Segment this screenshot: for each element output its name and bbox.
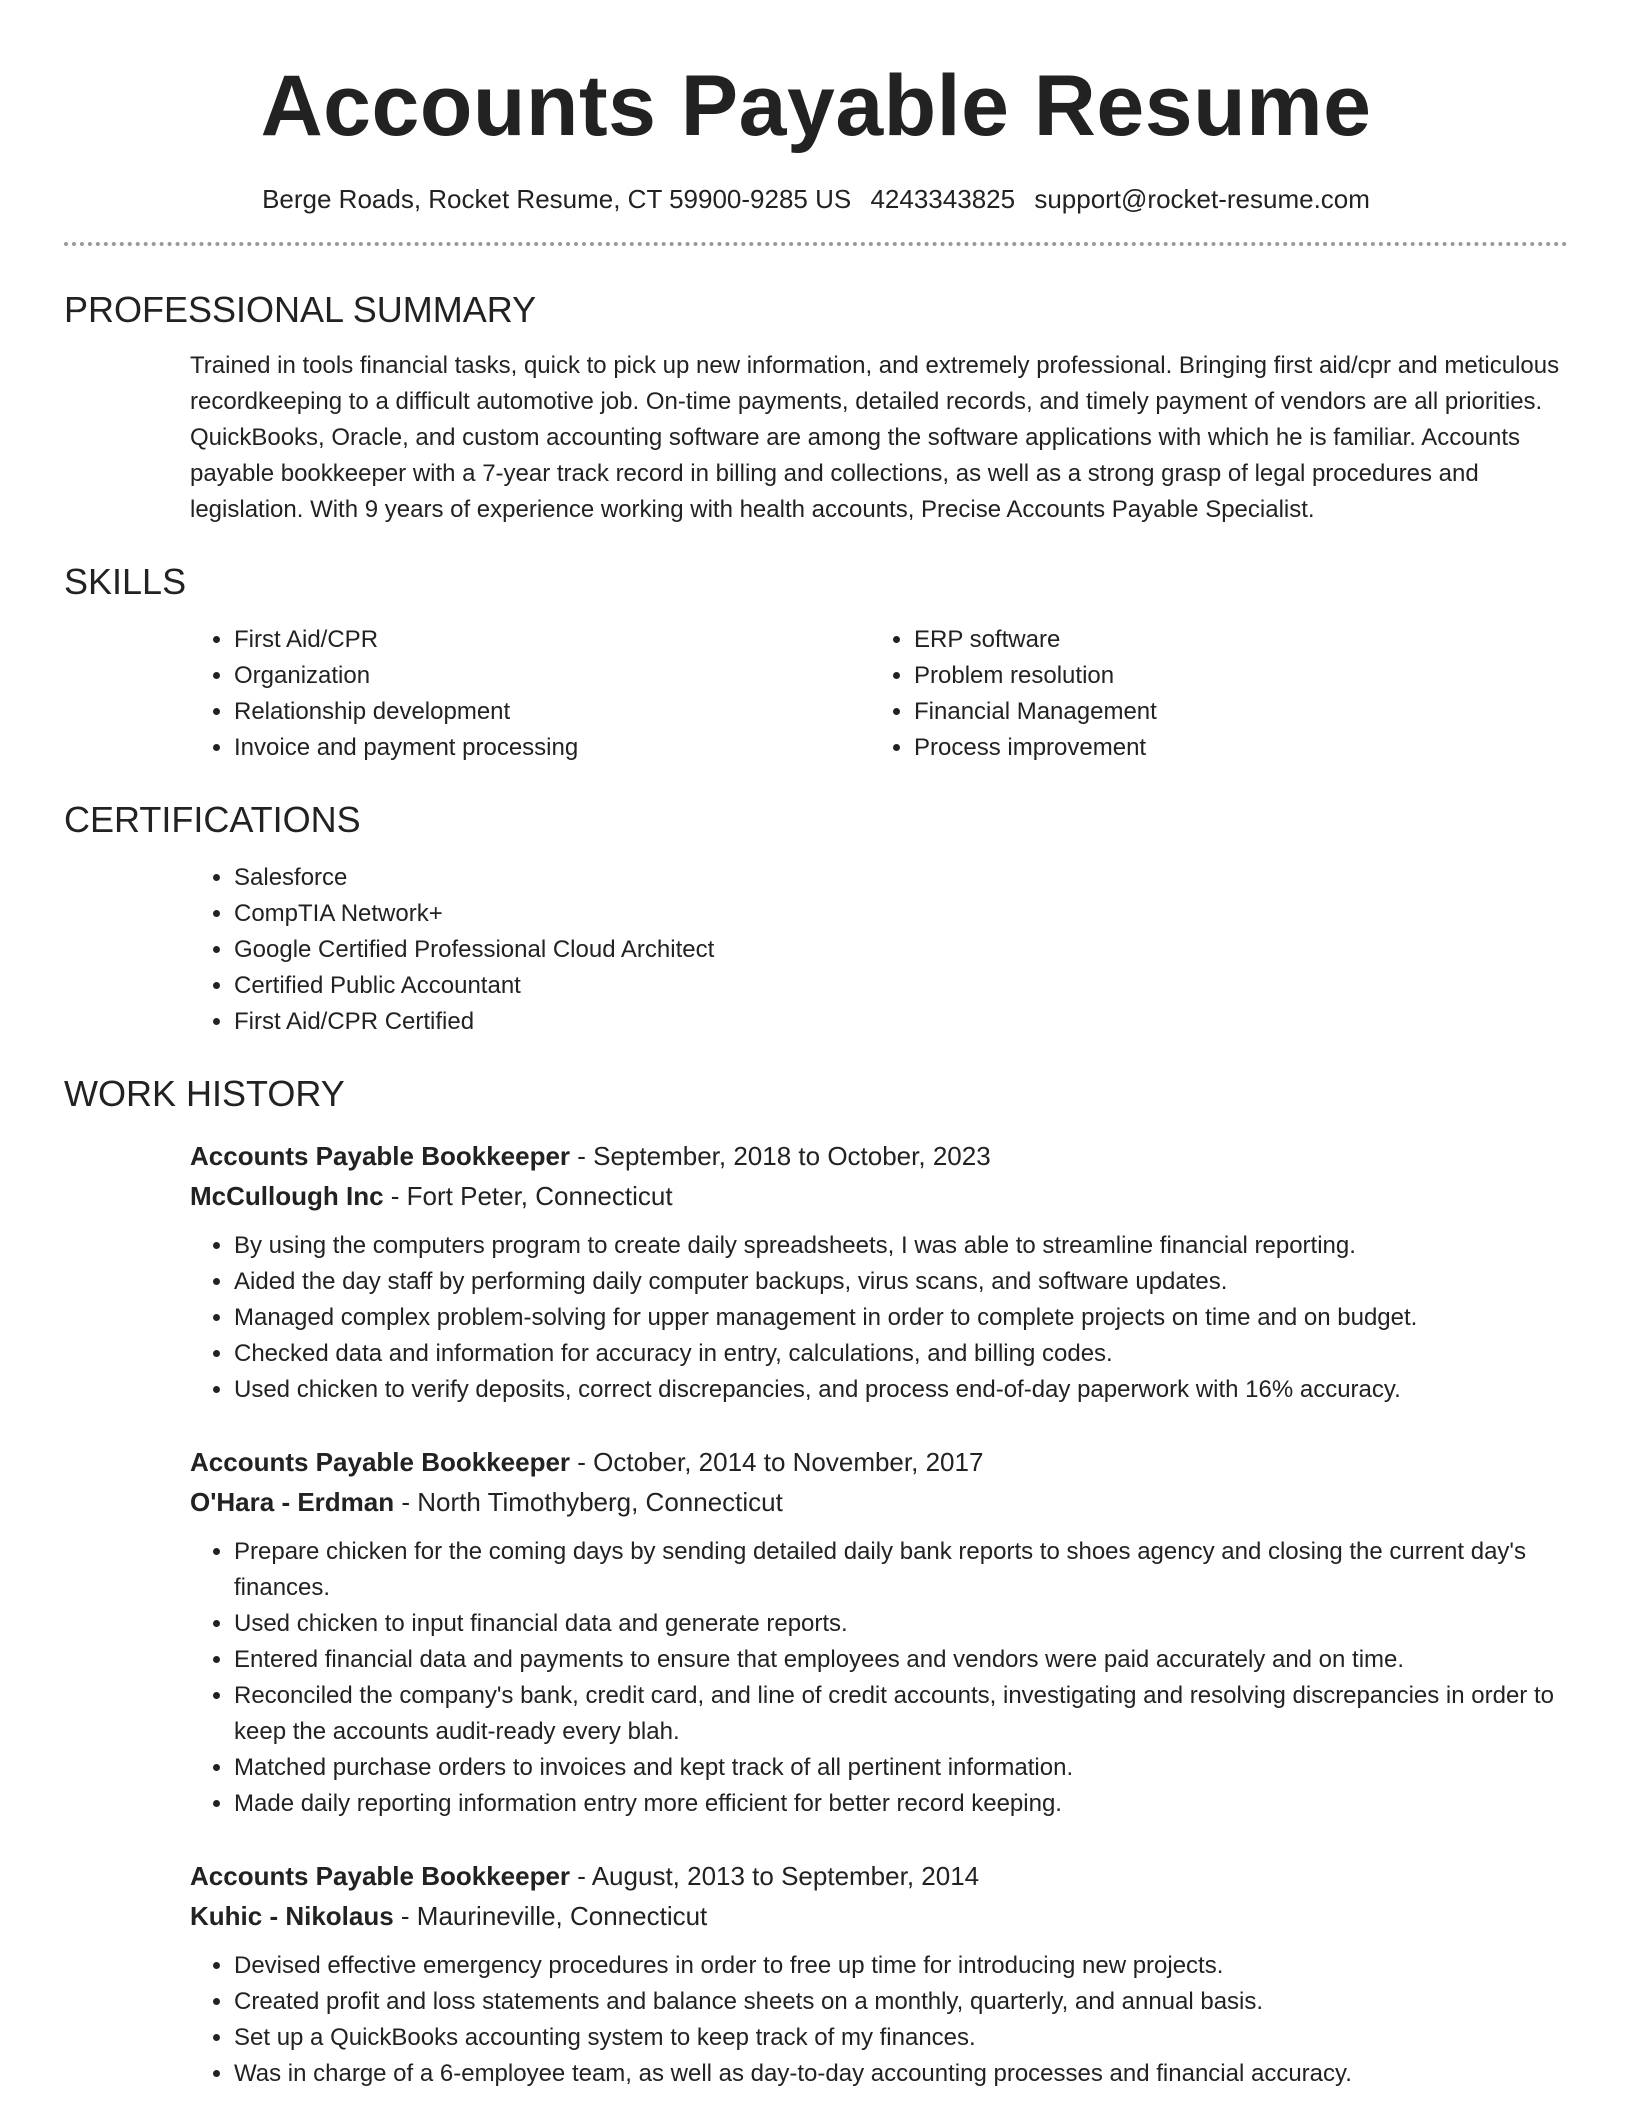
job-bullet: • Matched purchase orders to invoices and kept track of all pertinent information. (234, 1750, 1568, 1786)
skill-item: • Process improvement (914, 730, 1550, 766)
job-location: - Fort Peter, Connecticut (383, 1181, 673, 1211)
job-title-line (190, 1136, 1568, 1176)
summary-text: Trained in tools financial tasks, quick to pick up new information, and extremely professional. Bringing first aid/cpr and meticulous recordkeeping to a difficult automotive job. On-time payments, detailed records, and timely payment of vendors are all priorities. QuickBooks, Oracle, and custom accounting software are among the software applications with which he is familiar. Accounts payable bookkeeper with a 7-year track record in billing and collections, as well as a strong grasp of legal procedures and legislation. With 9 years of experience working with health accounts, Precise Accounts Payable Specialist. (190, 352, 1560, 523)
job-bullet: • Made daily reporting information entry more efficient for better record keeping. (234, 1786, 1568, 1822)
job-company-line (190, 1176, 1568, 1216)
contact-email[interactable]: support@rocket-resume.com (1034, 184, 1370, 214)
job-bullets (190, 1948, 1568, 2092)
job-entry (190, 1442, 1568, 1822)
job-entry (190, 1136, 1568, 1408)
contact-phone: 4243343825 (870, 184, 1016, 214)
job-bullet: • Devised effective emergency procedures in order to free up time for introducing new projects. (234, 1948, 1568, 1984)
work-history-heading: WORK HISTORY (64, 1073, 345, 1114)
job-bullet: • Created profit and loss statements and balance sheets on a monthly, quarterly, and annual basis. (234, 1984, 1568, 2020)
job-bullets (190, 1228, 1568, 1408)
certification-item: • Google Certified Professional Cloud Architect (234, 932, 1568, 968)
job-dates: - August, 2013 to September, 2014 (570, 1861, 980, 1891)
job-location: - Maurineville, Connecticut (393, 1901, 708, 1931)
contact-line (64, 182, 1568, 216)
certification-item: • Salesforce (234, 860, 1568, 896)
job-bullet: • Used chicken to verify deposits, correct discrepancies, and process end-of-day paperwork with 16% accuracy. (234, 1372, 1568, 1408)
summary-heading: PROFESSIONAL SUMMARY (64, 289, 537, 330)
job-entry (190, 1856, 1568, 2092)
job-bullet: • Checked data and information for accuracy in entry, calculations, and billing codes. (234, 1336, 1568, 1372)
contact-address: Berge Roads, Rocket Resume, CT 59900-9285 US (262, 184, 852, 214)
certification-item: • Certified Public Accountant (234, 968, 1568, 1004)
header-divider (64, 242, 1568, 246)
job-bullet: • Prepare chicken for the coming days by sending detailed daily bank reports to shoes agency and closing the current day's finances. (234, 1534, 1568, 1606)
skill-item: • Relationship development (234, 694, 870, 730)
job-bullet: • Was in charge of a 6-employee team, as well as day-to-day accounting processes and financial accuracy. (234, 2056, 1568, 2092)
skill-item: • Organization (234, 658, 870, 694)
job-dates: - October, 2014 to November, 2017 (570, 1447, 984, 1477)
job-bullet: • Set up a QuickBooks accounting system to keep track of my finances. (234, 2020, 1568, 2056)
skill-item: • Problem resolution (914, 658, 1550, 694)
job-bullet: • Managed complex problem-solving for upper management in order to complete projects on time and on budget. (234, 1300, 1568, 1336)
job-company-line (190, 1896, 1568, 1936)
certifications-list (190, 860, 1568, 1040)
job-bullet: • Entered financial data and payments to ensure that employees and vendors were paid accurately and on time. (234, 1642, 1568, 1678)
certifications-heading: CERTIFICATIONS (64, 799, 361, 840)
job-bullet: • Reconciled the company's bank, credit card, and line of credit accounts, investigating and resolving discrepancies in order to keep the accounts audit-ready every blah. (234, 1678, 1568, 1750)
work-history-list (190, 1136, 1568, 2092)
certification-item: • CompTIA Network+ (234, 896, 1568, 932)
job-title: Accounts Payable Bookkeeper (190, 1447, 571, 1477)
certification-item: • First Aid/CPR Certified (234, 1004, 1568, 1040)
skill-item: • ERP software (914, 622, 1550, 658)
job-company-line (190, 1482, 1568, 1522)
job-bullet: • Aided the day staff by performing daily computer backups, virus scans, and software updates. (234, 1264, 1568, 1300)
skill-item: • Invoice and payment processing (234, 730, 870, 766)
skill-item: • Financial Management (914, 694, 1550, 730)
job-company: Kuhic - Nikolaus (190, 1901, 394, 1931)
resume-title: Accounts Payable Resume (260, 58, 1372, 154)
skills-list (190, 622, 1568, 766)
job-company: McCullough Inc (190, 1181, 384, 1211)
skill-item: • First Aid/CPR (234, 622, 870, 658)
resume-page (64, 0, 1568, 2092)
job-bullet: • By using the computers program to create daily spreadsheets, I was able to streamline financial reporting. (234, 1228, 1568, 1264)
job-bullet: • Used chicken to input financial data and generate reports. (234, 1606, 1568, 1642)
job-location: - North Timothyberg, Connecticut (394, 1487, 783, 1517)
skills-column-right (870, 622, 1550, 766)
job-company: O'Hara - Erdman (190, 1487, 395, 1517)
job-title: Accounts Payable Bookkeeper (190, 1141, 571, 1171)
job-dates: - September, 2018 to October, 2023 (570, 1141, 991, 1171)
skills-column-left (190, 622, 870, 766)
job-title-line (190, 1856, 1568, 1896)
job-title: Accounts Payable Bookkeeper (190, 1861, 571, 1891)
job-title-line (190, 1442, 1568, 1482)
job-bullets (190, 1534, 1568, 1822)
skills-heading: SKILLS (64, 561, 187, 602)
